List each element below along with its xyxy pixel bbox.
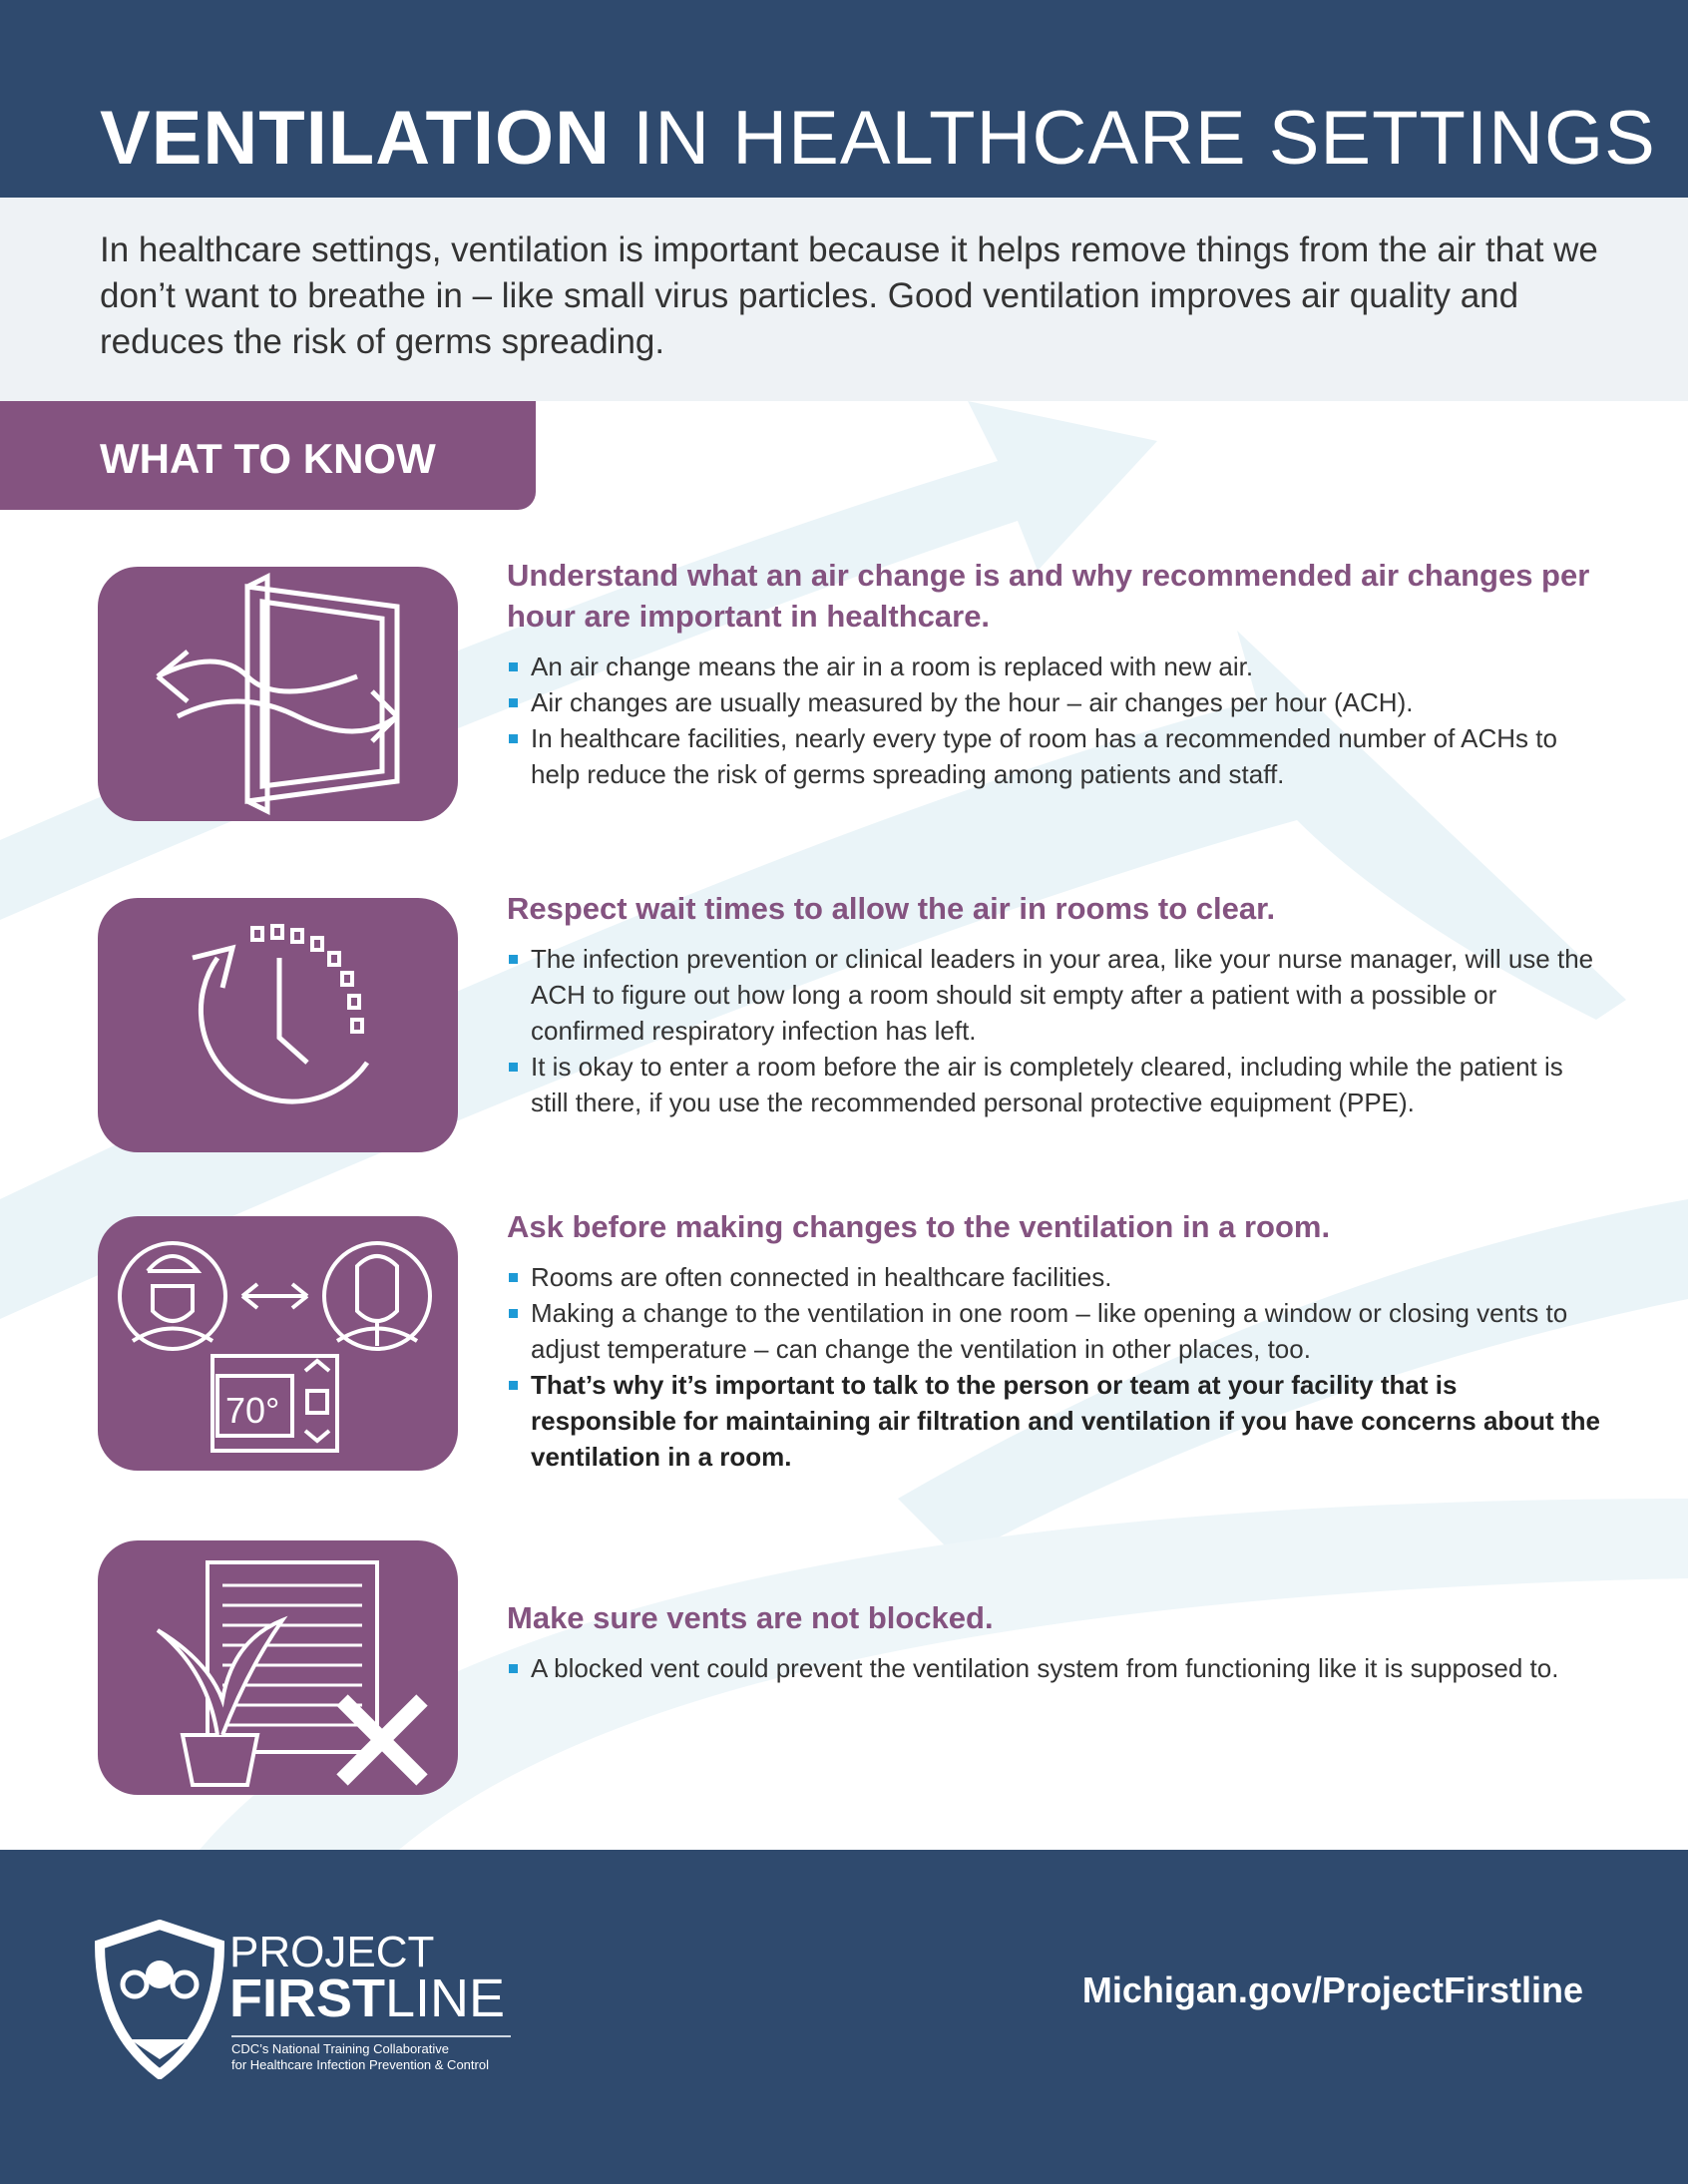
clock-timer-icon — [98, 898, 458, 1152]
section-heading: Ask before making changes to the ventilation in a room. — [507, 1209, 1331, 1244]
bullet: In healthcare facilities, nearly every type of room has a recommended number of ACHs to help reduce the risk of germs spreading among patients and staff. — [507, 720, 1604, 792]
bullet: The infection prevention or clinical leaders in your area, like your nurse manager, will use the ACH to figure out how long a room should sit empty after a patient with a possible or confirmed respiratory infection has left. — [507, 941, 1604, 1049]
bullet: That’s why it’s important to talk to the person or team at your facility that is responsible for maintaining air filtration and ventilation if you have concerns about the ventilation in a room. — [507, 1367, 1604, 1475]
website-link[interactable]: Michigan.gov/ProjectFirstline — [1081, 1969, 1583, 2010]
project-firstline-logo — [95, 1920, 514, 2079]
section-heading: Make sure vents are not blocked. — [507, 1600, 994, 1635]
section-vents-blocked — [507, 1597, 1604, 1686]
section-heading: Understand what an air change is and why recommended air changes per hour are important in healthcare. — [507, 558, 1590, 634]
logo-bold: FIRST — [229, 1968, 385, 2028]
what-to-know-tab — [0, 401, 536, 510]
section-heading: Respect wait times to allow the air in rooms to clear. — [507, 891, 1276, 926]
bullet: An air change means the air in a room is replaced with new air. — [507, 649, 1604, 684]
bullet: Air changes are usually measured by the hour – air changes per hour (ACH). — [507, 684, 1604, 720]
intro-text: In healthcare settings, ventilation is important because it helps remove things from the air that we don’t want to breathe in – like small virus particles. Good ventilation improves air quality and reduces the risk of germs spreading. — [100, 230, 1598, 361]
section-wait-times — [507, 888, 1604, 1120]
shield-icon — [95, 1920, 224, 2079]
logo-tag1: CDC’s National Training Collaborative — [231, 2041, 449, 2056]
title-rest: IN HEALTHCARE SETTINGS — [611, 96, 1656, 181]
footer — [0, 1850, 1688, 2184]
bullet: Making a change to the ventilation in one room – like opening a window or closing vents to adjust temperature – can change the ventilation in other places, too. — [507, 1295, 1604, 1367]
bullet: It is okay to enter a room before the air is completely cleared, including while the patient is still there, if you use the recommended personal protective equipment (PPE). — [507, 1049, 1604, 1120]
page-title — [100, 95, 1656, 182]
logo-tagline — [231, 2035, 511, 2073]
bullet: Rooms are often connected in healthcare facilities. — [507, 1259, 1604, 1295]
logo-tag2: for Healthcare Infection Prevention & Control — [231, 2057, 489, 2072]
logo-line1: PROJECT — [229, 1928, 435, 1976]
section-tab-label: WHAT TO KNOW — [100, 435, 436, 482]
thermostat-reading: 70° — [225, 1390, 280, 1431]
logo-name — [229, 1967, 505, 2029]
logo-rest: LINE — [385, 1968, 506, 2028]
section-air-change — [507, 555, 1604, 792]
window-airflow-icon — [98, 567, 458, 821]
blocked-vent-icon — [98, 1540, 458, 1795]
header-banner — [0, 0, 1688, 198]
people-thermostat-icon — [98, 1216, 458, 1471]
title-bold: VENTILATION — [100, 96, 612, 181]
bullet: A blocked vent could prevent the ventilation system from functioning like it is supposed to. — [507, 1650, 1604, 1686]
intro-band — [0, 198, 1688, 401]
section-ask-before — [507, 1206, 1604, 1475]
